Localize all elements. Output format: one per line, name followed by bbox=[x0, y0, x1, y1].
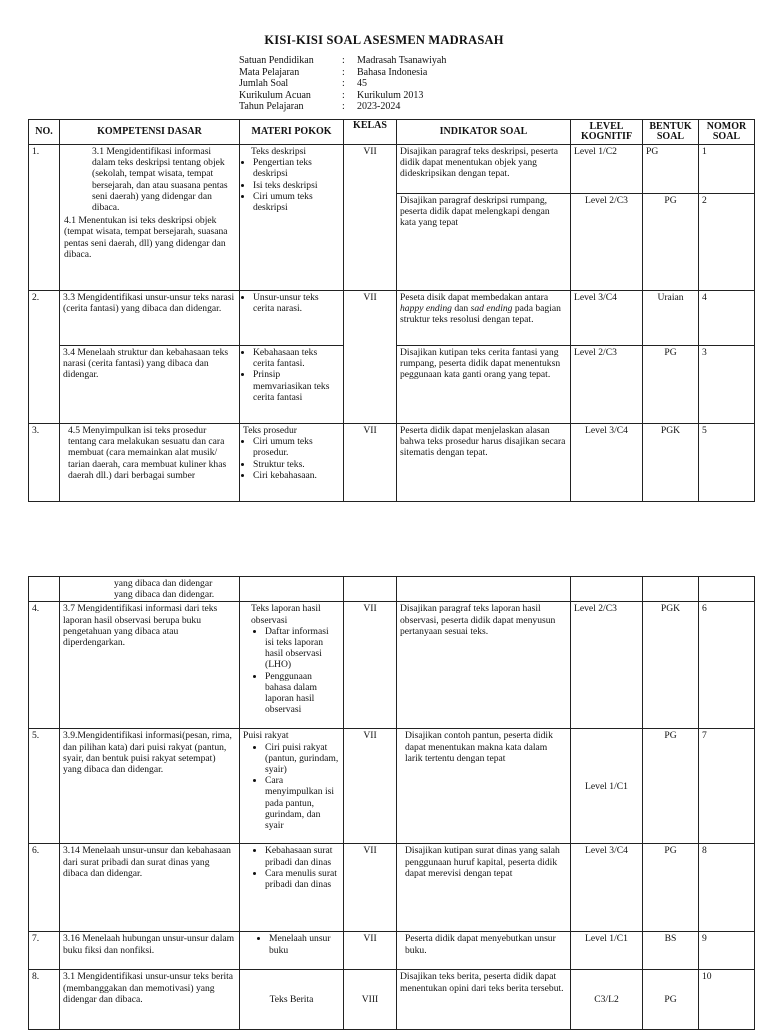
list-item: • Daftar informasi isi teks laporan hasil observasi (LHO) bbox=[265, 626, 340, 671]
materi-cell bbox=[240, 602, 344, 729]
nomor-value: 1 bbox=[699, 145, 754, 194]
indikator-text: Disajikan paragraf deskripsi rumpang, peserta didik dapat melengkapi dengan kata yang tepat bbox=[400, 195, 550, 229]
materi-list bbox=[243, 347, 340, 403]
row-number: 7. bbox=[29, 932, 60, 970]
header-bentuk-soal bbox=[643, 120, 699, 145]
materi-cell bbox=[240, 932, 344, 970]
indikator-emphasis: happy ending bbox=[400, 303, 452, 315]
empty-cell bbox=[397, 577, 571, 602]
list-item: • Pengertian teks deskripsi bbox=[253, 157, 340, 179]
kd-text: yang dibaca dan didengar yang dibaca dan didengar. bbox=[60, 577, 240, 602]
nomor-cell bbox=[699, 145, 755, 291]
level-value: C3/L2 bbox=[571, 970, 643, 1030]
indikator-cell bbox=[397, 145, 571, 291]
indikator-text: Peseta disik dapat membedakan antara bbox=[400, 292, 549, 303]
empty-cell bbox=[29, 577, 60, 602]
bentuk-value: PGK bbox=[643, 424, 699, 502]
materi-cell bbox=[240, 729, 344, 844]
table-row bbox=[29, 844, 755, 932]
kd-text: 3.16 Menelaah hubungan unsur-unsur dalam buku fiksi dan nonfiksi. bbox=[60, 932, 240, 970]
meta-label: Mata Pelajaran bbox=[239, 66, 300, 78]
kd-text: 4.1 Menentukan isi teks deskripsi objek (tempat wisata, tempat bersejarah, suasana pentas seni daerah, dll) yang didengar dan dibaca. bbox=[64, 215, 228, 260]
meta-value: 45 bbox=[357, 78, 367, 90]
materi-value: Teks Berita bbox=[240, 970, 344, 1030]
list-item: • Menelaah unsur buku bbox=[269, 933, 340, 955]
materi-cell bbox=[240, 424, 344, 502]
materi-list bbox=[243, 845, 340, 890]
header-materi-pokok: MATERI POKOK bbox=[240, 120, 344, 145]
kd-text: 3.1 Mengidentifikasi unsur-unsur teks berita (membanggakan dan memotivasi) yang didengar dan dibaca. bbox=[60, 970, 240, 1030]
materi-list bbox=[243, 742, 340, 832]
kelas-cell: VII bbox=[344, 602, 397, 729]
indikator-cell bbox=[397, 291, 571, 346]
kd-cell bbox=[60, 145, 240, 291]
indikator-text: pada bagian struktur teks resolusi dengan tepat. bbox=[400, 303, 561, 326]
indikator-text: Disajikan contoh pantun, peserta didik dapat menentukan makna kata dalam larik tertentu dengan tepat bbox=[397, 729, 571, 844]
materi-heading: Teks prosedur bbox=[243, 425, 297, 436]
nomor-value: 5 bbox=[699, 424, 755, 502]
kelas-cell: VII bbox=[344, 844, 397, 932]
meta-colon: : bbox=[342, 66, 345, 78]
kd-text: 4.5 Menyimpulkan isi teks prosedur tentang cara melakukan sesuatu dan cara membuat (cara memainkan alat musik/ tarian daerah, cara membuat kuliner khas daerah dll.) dari berbagai sumber bbox=[60, 424, 240, 502]
level-value: Level 1/C1 bbox=[571, 932, 643, 970]
meta-colon: : bbox=[342, 55, 345, 66]
row-number: 8. bbox=[29, 970, 60, 1030]
meta-row bbox=[239, 101, 446, 113]
bentuk-value: PG bbox=[643, 970, 699, 1030]
header-bentuk-line1: BENTUK bbox=[649, 120, 692, 132]
indikator-text: Disajikan teks berita, peserta didik dapat menentukan opini dari teks berita tersebut. bbox=[397, 970, 571, 1030]
header-indikator-soal: INDIKATOR SOAL bbox=[397, 120, 571, 145]
bentuk-value: PG bbox=[664, 195, 677, 206]
indikator-emphasis: sad ending bbox=[470, 303, 513, 315]
meta-row bbox=[239, 55, 446, 67]
meta-label: Jumlah Soal bbox=[239, 78, 289, 90]
list-item: • Cara menulis surat pribadi dan dinas bbox=[265, 868, 340, 890]
meta-label: Satuan Pendidikan bbox=[239, 55, 314, 66]
kelas-cell: VII bbox=[344, 932, 397, 970]
meta-value: 2023-2024 bbox=[357, 101, 401, 113]
nomor-value: 4 bbox=[699, 291, 755, 346]
level-value: Level 1/C2 bbox=[571, 145, 642, 194]
kd-text: 3.9.Mengidentifikasi informasi(pesan, rima, dan pilihan kata) dari puisi rakyat (pantun, syair, dan bentuk puisi rakyat setempat) yang dibaca dan didengar. bbox=[60, 729, 240, 844]
materi-list bbox=[243, 933, 340, 955]
header-nomor-line1: NOMOR bbox=[706, 120, 747, 132]
table-row bbox=[29, 291, 755, 346]
row-number: 5. bbox=[29, 729, 60, 844]
indikator-text: dan bbox=[451, 303, 471, 315]
meta-label: Tahun Pelajaran bbox=[239, 101, 304, 113]
list-item: • Isi teks deskripsi bbox=[253, 180, 340, 191]
table-row bbox=[29, 602, 755, 729]
header-kompetensi-dasar: KOMPETENSI DASAR bbox=[60, 120, 240, 145]
header-nomor-line2: SOAL bbox=[712, 131, 741, 142]
header-bentuk-line2: SOAL bbox=[656, 131, 685, 142]
materi-cell bbox=[240, 145, 344, 291]
list-item: • Kebahasaan teks cerita fantasi. bbox=[253, 347, 340, 369]
kd-text: 3.3 Mengidentifikasi unsur-unsur teks narasi (cerita fantasi) yang dibaca dan didengar. bbox=[60, 291, 240, 346]
row-number: 3. bbox=[29, 424, 60, 502]
bentuk-value: PG bbox=[643, 145, 698, 194]
nomor-value: 9 bbox=[699, 932, 755, 970]
table-row bbox=[29, 729, 755, 844]
nomor-value: 10 bbox=[699, 970, 755, 1030]
list-item: • Struktur teks. bbox=[253, 459, 340, 470]
meta-colon: : bbox=[342, 78, 345, 90]
indikator-text: Disajikan kutipan surat dinas yang salah penggunaan huruf kapital, peserta didik dapat merevisi dengan tepat bbox=[397, 844, 571, 932]
header-no: NO. bbox=[29, 120, 60, 145]
level-value: Level 2/C3 bbox=[571, 346, 643, 424]
level-value: Level 1/C1 bbox=[571, 729, 643, 844]
meta-value: Madrasah Tsanawiyah bbox=[357, 55, 447, 66]
empty-cell bbox=[699, 577, 755, 602]
table-row bbox=[29, 145, 755, 291]
meta-row bbox=[239, 90, 446, 102]
materi-heading: Teks laporan hasil observasi bbox=[251, 603, 321, 626]
list-item: • Ciri umum teks deskripsi bbox=[253, 191, 340, 213]
table-row bbox=[29, 932, 755, 970]
nomor-value: 3 bbox=[699, 346, 755, 424]
materi-cell bbox=[240, 844, 344, 932]
table-row bbox=[29, 970, 755, 1030]
kelas-cell: VII bbox=[344, 424, 397, 502]
level-value: Level 2/C3 bbox=[571, 602, 643, 729]
meta-value: Bahasa Indonesia bbox=[357, 66, 428, 78]
list-item: • Ciri puisi rakyat (pantun, gurindam, syair) bbox=[265, 742, 340, 776]
kd-text: 3.4 Menelaah struktur dan kebahasaan teks narasi (cerita fantasi) yang dibaca dan didengar. bbox=[60, 346, 240, 424]
list-item: • Prinsip memvariasikan teks cerita fantasi bbox=[253, 369, 340, 403]
bentuk-cell bbox=[643, 145, 699, 291]
bentuk-value: PGK bbox=[643, 602, 699, 729]
meta-colon: : bbox=[342, 101, 345, 113]
nomor-value: 7 bbox=[699, 729, 755, 844]
kelas-cell: VII bbox=[344, 291, 397, 424]
bentuk-value: Uraian bbox=[643, 291, 699, 346]
meta-row bbox=[239, 78, 446, 90]
kd-text: 3.1 Mengidentifikasi informasi dalam teks deskripsi tentang objek (sekolah, tempat wisata, tempat bersejarah, dan atau suasana pentas seni daerah) yang didengar dan dibaca. bbox=[92, 146, 228, 214]
materi-cell bbox=[240, 291, 344, 346]
header-nomor-soal bbox=[699, 120, 755, 145]
list-item: • Kebahasaan surat pribadi dan dinas bbox=[265, 845, 340, 867]
kisi-kisi-table-part-1 bbox=[28, 119, 755, 502]
indikator-text: Peserta didik dapat menjelaskan alasan bahwa teks prosedur harus disajikan secara sitematis dengan tepat. bbox=[397, 424, 571, 502]
list-item: • Cara menyimpulkan isi pada pantun, gurindam, dan syair bbox=[265, 775, 340, 831]
header-level-line1: LEVEL bbox=[589, 120, 624, 132]
bentuk-value: PG bbox=[643, 346, 699, 424]
nomor-value: 6 bbox=[699, 602, 755, 729]
bentuk-value: PG bbox=[643, 844, 699, 932]
table-header-row bbox=[29, 120, 755, 145]
empty-cell bbox=[344, 577, 397, 602]
document-title: KISI-KISI SOAL ASESMEN MADRASAH bbox=[264, 33, 504, 47]
indikator-text: Peserta didik dapat menyebutkan unsur buku. bbox=[397, 932, 571, 970]
kisi-kisi-table-part-2 bbox=[28, 576, 755, 1030]
materi-list bbox=[243, 436, 340, 481]
indikator-text: Disajikan kutipan teks cerita fantasi yang rumpang, peserta didik dapat menentuksn peggunaan kata ganti orang yang tepat. bbox=[397, 346, 571, 424]
kd-text: 3.7 Mengidentifikasi informasi dari teks laporan hasil observasi berupa buku pengetahuan yang dibaca atau diperdengarkan. bbox=[60, 602, 240, 729]
header-kelas: KELAS bbox=[344, 120, 397, 145]
row-number: 2. bbox=[29, 291, 60, 424]
kelas-cell: VII bbox=[344, 729, 397, 844]
level-value: Level 3/C4 bbox=[571, 424, 643, 502]
meta-colon: : bbox=[342, 89, 345, 101]
empty-cell bbox=[643, 577, 699, 602]
empty-cell bbox=[571, 577, 643, 602]
list-item: • Unsur-unsur teks cerita narasi. bbox=[253, 292, 340, 314]
nomor-value: 8 bbox=[699, 844, 755, 932]
meta-label: Kurikulum Acuan bbox=[239, 89, 311, 101]
meta-value: Kurikulum 2013 bbox=[357, 89, 424, 101]
table-row bbox=[29, 424, 755, 502]
row-number: 6. bbox=[29, 844, 60, 932]
materi-heading: Puisi rakyat bbox=[243, 730, 289, 742]
bentuk-value: BS bbox=[643, 932, 699, 970]
level-value: Level 3/C4 bbox=[571, 291, 643, 346]
indikator-text: Disajikan paragraf teks laporan hasil observasi, peserta didik dapat menyusun pertanyaan sesuai teks. bbox=[397, 602, 571, 729]
meta-row bbox=[239, 67, 446, 79]
table-row-continuation bbox=[29, 577, 755, 602]
list-item: • Ciri kebahasaan. bbox=[253, 470, 340, 481]
header-level-kognitif bbox=[571, 120, 643, 145]
kd-text: 3.14 Menelaah unsur-unsur dan kebahasaan dari surat pribadi dan surat dinas yang dibaca dan didengar. bbox=[60, 844, 240, 932]
materi-list bbox=[243, 626, 340, 716]
materi-list bbox=[243, 157, 340, 213]
document-meta bbox=[239, 55, 446, 113]
materi-cell bbox=[240, 346, 344, 424]
kelas-cell: VIII bbox=[344, 970, 397, 1030]
row-number: 1. bbox=[29, 145, 60, 291]
empty-cell bbox=[240, 577, 344, 602]
row-number: 4. bbox=[29, 602, 60, 729]
materi-list bbox=[243, 292, 340, 314]
list-item: • Penggunaan bahasa dalam laporan hasil observasi bbox=[265, 671, 340, 716]
list-item: • Ciri umum teks prosedur. bbox=[253, 436, 340, 458]
header-level-line2: KOGNITIF bbox=[580, 131, 633, 142]
level-value: Level 3/C4 bbox=[571, 844, 643, 932]
bentuk-value: PG bbox=[643, 729, 699, 844]
materi-heading: Teks deskripsi bbox=[251, 146, 307, 157]
level-value: Level 2/C3 bbox=[585, 195, 628, 206]
kelas-cell: VII bbox=[344, 145, 397, 291]
nomor-value: 2 bbox=[702, 195, 707, 206]
level-cell bbox=[571, 145, 643, 291]
indikator-text: Disajikan paragraf teks deskripsi, peserta didik dapat menentukan objek yang dideskripsikan dengan tepat. bbox=[397, 145, 570, 194]
